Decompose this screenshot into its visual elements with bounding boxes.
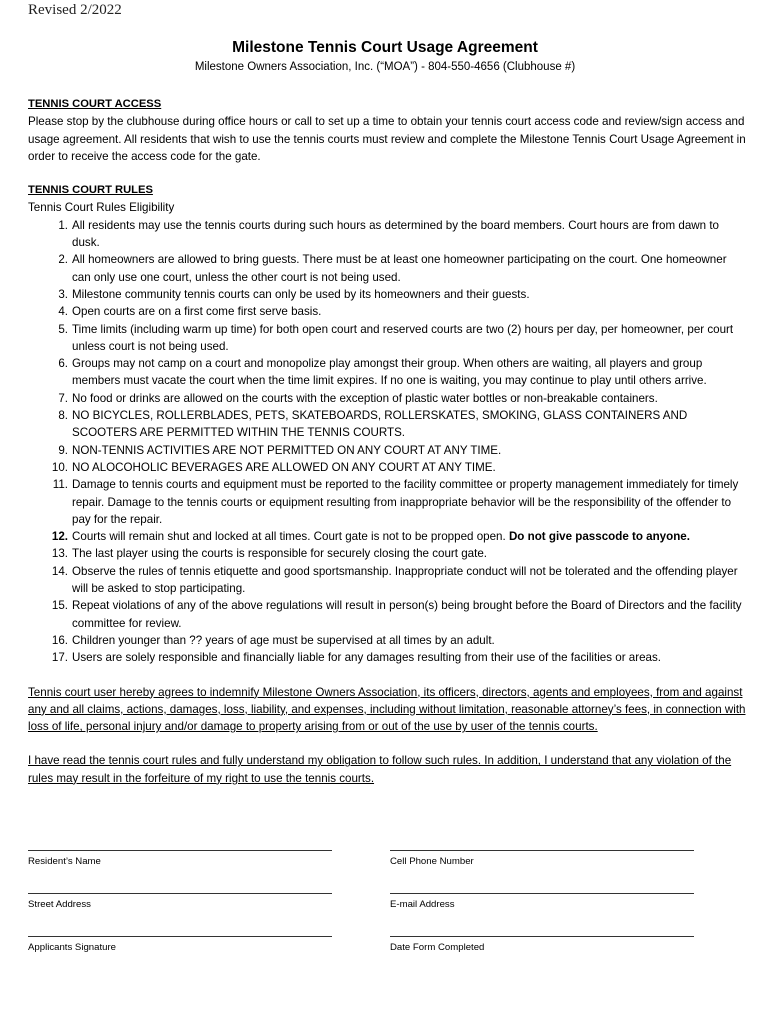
rule-number: 5. (58, 322, 68, 336)
rule-item (28, 251, 748, 286)
rule-number: 6. (58, 357, 68, 371)
document-title: Milestone Tennis Court Usage Agreement (232, 39, 538, 56)
rule-text: All residents may use the tennis courts during such hours as determined by the board members. Court hours are from dawn to dusk. (72, 218, 719, 250)
rule-number: 8. (58, 409, 68, 423)
resident-name-line[interactable] (28, 838, 332, 851)
rule-text: Users are solely responsible and financially liable for any damages resulting from their use of the facilities or areas. (72, 651, 661, 665)
rule-text: NO BICYCLES, ROLLERBLADES, PETS, SKATEBOARDS, ROLLERSKATES, SMOKING, GLASS CONTAINERS AND SCOOTERS ARE PERMITTED WITHIN THE TENNIS COURTS. (72, 409, 688, 440)
rule-item (28, 632, 748, 649)
rule-item (28, 407, 748, 442)
cell-phone-field[interactable] (390, 838, 694, 867)
acknowledgement-paragraph: I have read the tennis court rules and fully understand my obligation to follow such rules. In addition, I understand that any violation of the rules may result in the forfeiture of my right to use the tennis courts. (28, 754, 732, 785)
rule-text: Time limits (including warm up time) for both open court and reserved courts are two (2) hours per day, per homeowner, per court unless court is not being used. (72, 322, 734, 353)
rule-item (28, 303, 748, 320)
street-address-line[interactable] (28, 881, 332, 894)
rule-text: Observe the rules of tennis etiquette and good sportsmanship. Inappropriate conduct will not be tolerated and the offending player will be asked to stop participating. (72, 564, 738, 596)
cell-phone-label: Cell Phone Number (390, 856, 474, 867)
rule-number: 4. (58, 305, 68, 319)
rule-item (28, 649, 748, 666)
email-field[interactable] (390, 881, 694, 910)
rule-number: 7. (58, 391, 68, 405)
email-label: E-mail Address (390, 899, 455, 910)
rule-item (28, 286, 748, 303)
rule-number: 2. (58, 253, 68, 267)
rule-item (28, 321, 748, 356)
rule-text: Children younger than ?? years of age must be supervised at all times by an adult. (72, 633, 495, 647)
document-subtitle: Milestone Owners Association, Inc. (“MOA”) - 804-550-4656 (Clubhouse #) (194, 61, 576, 73)
rule-item (28, 217, 748, 252)
rule-text: No food or drinks are allowed on the courts with the exception of plastic water bottles or non-breakable containers. (72, 391, 658, 405)
rule-text: All homeowners are allowed to bring guests. There must be at least one homeowner participating on the court. One homeowner can only use one court, unless the other court is not being used. (72, 253, 727, 284)
rule-item (28, 563, 748, 598)
rule-item (28, 528, 748, 545)
rule-number: 11. (52, 478, 68, 492)
rule-text: Milestone community tennis courts can only be used by its homeowners and their guests. (72, 287, 530, 301)
date-completed-label: Date Form Completed (390, 942, 485, 953)
rule-number: 13. (51, 547, 68, 561)
rule-text: NO ALOCOHOLIC BEVERAGES ARE ALLOWED ON ANY COURT AT ANY TIME. (72, 460, 496, 474)
signature-label: Applicants Signature (28, 942, 116, 953)
email-line[interactable] (390, 881, 694, 894)
date-completed-line[interactable] (390, 924, 694, 937)
indemnify-paragraph: Tennis court user hereby agrees to indemnify Milestone Owners Association, its officers, directors, agents and employees, from and against any and all claims, actions, damages, loss, liability, and expenses, including without limitation, reasonable attorney’s fees, in connection with loss of life, personal injury and/or damage to property arising from or out of the use by user of the tennis courts. (28, 685, 746, 734)
cell-phone-line[interactable] (390, 838, 694, 851)
rule-number: 15. (51, 599, 68, 613)
signature-line[interactable] (28, 924, 332, 937)
rule-text: Damage to tennis courts and equipment must be reported to the facility committee or property management immediately for timely repair. Damage to the tennis courts or equipment resulting from inappropriate behavior will be the responsibility of the offender to pay for the repair. (72, 478, 739, 526)
access-paragraph: Please stop by the clubhouse during office hours or call to set up a time to obtain your tennis court access code and review/sign access and usage agreement. All residents that wish to use the tennis courts must review and complete the Milestone Tennis Court Usage Agreement in order to receive the access code for the gate. (28, 115, 746, 163)
rules-heading: TENNIS COURT RULES (28, 184, 153, 197)
rule-number: 3. (58, 287, 68, 301)
rule-number: 10. (51, 460, 68, 474)
document-body (28, 96, 748, 787)
rule-item (28, 390, 748, 407)
access-heading: TENNIS COURT ACCESS (28, 98, 162, 110)
rule-number: 16. (51, 633, 68, 647)
signature-field[interactable] (28, 924, 332, 953)
rule-text: The last player using the courts is responsible for securely closing the court gate. (72, 547, 488, 561)
rule-text: Groups may not camp on a court and monopolize play amongst their group. When others are waiting, all players and group members must vacate the court when the time limit expires. If no one is waiting, you may continue to play until others arrive. (72, 357, 707, 388)
rule-item (28, 597, 748, 632)
rule-item (28, 442, 748, 459)
rule-number: 9. (58, 443, 68, 457)
rule-number: 12. (51, 530, 68, 544)
rules-list (28, 217, 748, 667)
resident-name-field[interactable] (28, 838, 332, 867)
rule-text: Repeat violations of any of the above regulations will result in person(s) being brought before the Board of Directors and the facility committee for review. (72, 599, 742, 630)
resident-name-label: Resident’s Name (28, 856, 101, 867)
rule-item (28, 355, 748, 390)
revision-date: Revised 2/2022 (28, 2, 122, 18)
rule-number: 17. (51, 651, 68, 665)
rule-number: 14. (51, 564, 68, 578)
rules-subheading: Tennis Court Rules Eligibility (28, 201, 175, 215)
rule-text: Open courts are on a first come first serve basis. (72, 305, 322, 319)
rule-number: 1. (58, 218, 68, 232)
street-address-label: Street Address (28, 899, 91, 910)
signature-section (28, 838, 748, 967)
date-completed-field[interactable] (390, 924, 694, 953)
rule-text: Courts will remain shut and locked at all times. Court gate is not to be propped open. (72, 530, 509, 544)
rule-item (28, 459, 748, 476)
street-address-field[interactable] (28, 881, 332, 910)
rule-item (28, 476, 748, 528)
rule-item (28, 545, 748, 562)
rule-text: NON-TENNIS ACTIVITIES ARE NOT PERMITTED ON ANY COURT AT ANY TIME. (72, 443, 502, 457)
rule-emphasis: Do not give passcode to anyone. (508, 530, 690, 544)
